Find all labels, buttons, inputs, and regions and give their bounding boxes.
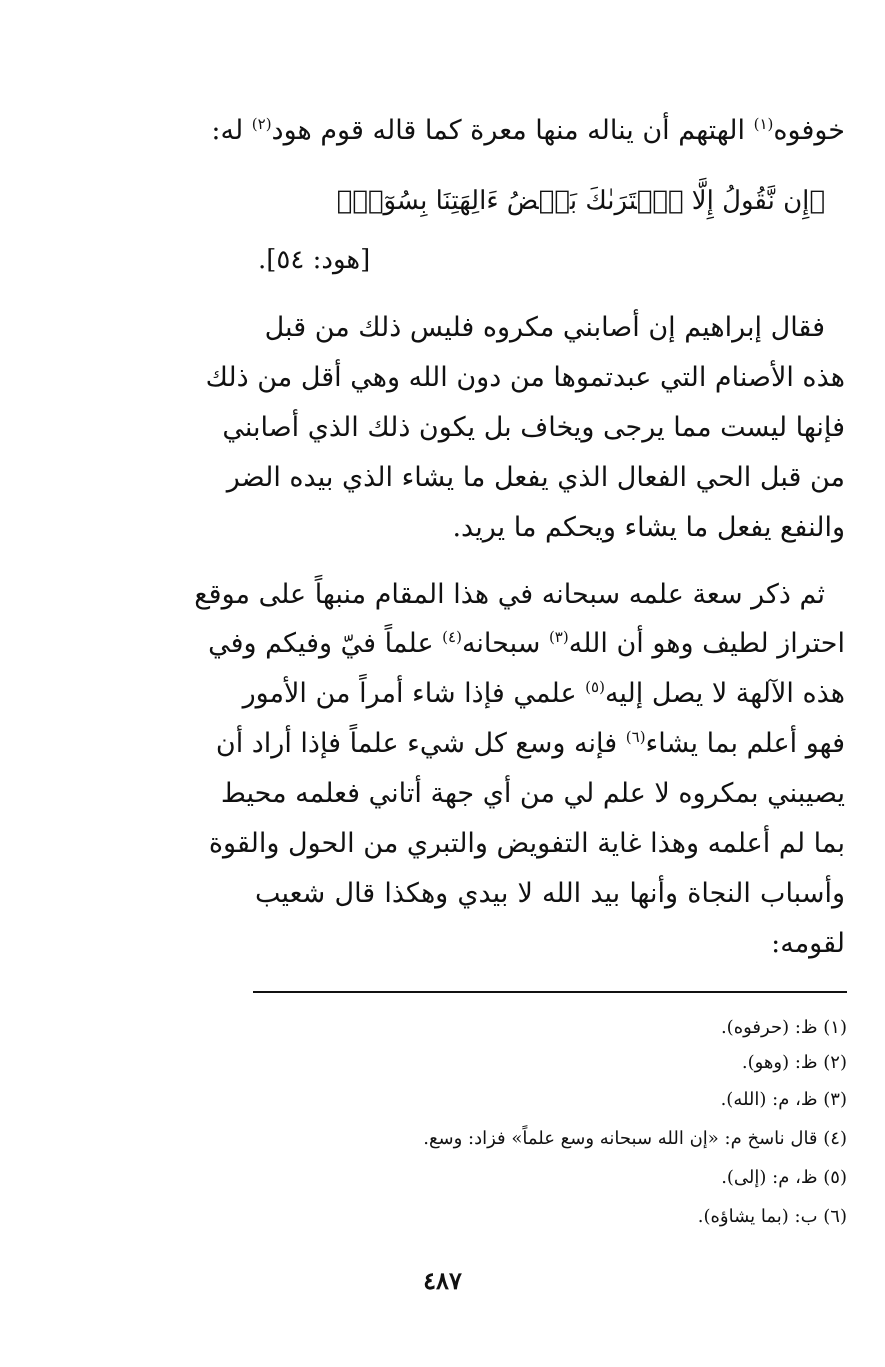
text-run: علماً فيّ وفيكم وفي [208,628,443,659]
text-run: الهتهم أن يناله منها معرة كما قاله قوم هود [271,115,754,146]
para-3-line-4 [215,724,845,764]
footnote-5: (٥) ظ، م: (إلى). [721,1167,847,1188]
footnote-marker-4[interactable]: (٤) [442,628,462,646]
footnote-6: (٦) ب: (بما يشاؤه). [697,1206,847,1227]
footnote-marker-5[interactable]: (٥) [585,678,605,696]
verse-reference: [هود: ٥٤]. [258,245,371,275]
para-3-line-2 [208,624,845,664]
body-line-1 [211,111,845,151]
footnote-marker-6[interactable]: (٦) [625,728,646,746]
para-2-line-3: فإنها ليست مما يرجى ويخاف بل يكون ذلك الذي أصابني [222,412,845,443]
footnote-marker-1[interactable]: (١) [753,115,774,133]
para-3-line-6: بما لم أعلمه وهذا غاية التفويض والتبري من الحول والقوة [208,828,845,859]
footnote-marker-2[interactable]: (٢) [251,115,272,133]
footnote-marker-3[interactable]: (٣) [548,628,569,646]
para-2-line-5: والنفع يفعل ما يشاء ويحكم ما يريد. [452,512,845,543]
page-number: ٤٨٧ [423,1266,462,1295]
footnote-2: (٢) ظ: (وهو). [741,1052,847,1073]
text-run: خوفوه [773,115,845,146]
para-3-line-1: ثم ذكر سعة علمه سبحانه في هذا المقام منبهاً على موقع [194,579,825,610]
para-2-line-1: فقال إبراهيم إن أصابني مكروه فليس ذلك من قبل [264,312,825,343]
para-3-line-3 [242,674,845,714]
text-run: سبحانه [461,628,549,659]
footnote-divider [253,991,847,993]
para-3-line-5: يصيبني بمكروه لا علم لي من أي جهة أتاني فعلمه محيط [220,778,845,809]
text-run: فإنه وسع كل شيء علماً فإذا أراد أن [215,728,626,759]
text-run: علمي فإذا شاء أمراً من الأمور [242,678,586,709]
quran-verse: ﴿إِن نَّقُولُ إِلَّا ٱعۡتَرَىٰكَ بَعۡضُ ءَالِهَتِنَا بِسُوٓءٖ﴾ [336,186,825,216]
para-2-line-4: من قبل الحي الفعال الذي يفعل ما يشاء الذي بيده الضر [226,462,845,493]
text-run: فهو أعلم بما يشاء [645,728,845,759]
text-run: هذه الآلهة لا يصل إليه [604,678,845,709]
footnote-4: (٤) قال ناسخ م: «إن الله سبحانه وسع علماً» فزاد: وسع. [423,1128,847,1149]
footnote-1: (١) ظ: (حرفوه). [720,1017,847,1038]
text-run: له: [211,115,252,146]
footnote-3: (٣) ظ، م: (الله). [720,1089,847,1110]
para-3-line-7: وأسباب النجاة وأنها بيد الله لا بيدي وهكذا قال شعيب [255,878,845,909]
para-3-line-8: لقومه: [771,928,845,959]
text-run: احتراز لطيف وهو أن الله [568,628,845,659]
para-2-line-2: هذه الأصنام التي عبدتموها من دون الله وهي أقل من ذلك [205,362,845,393]
